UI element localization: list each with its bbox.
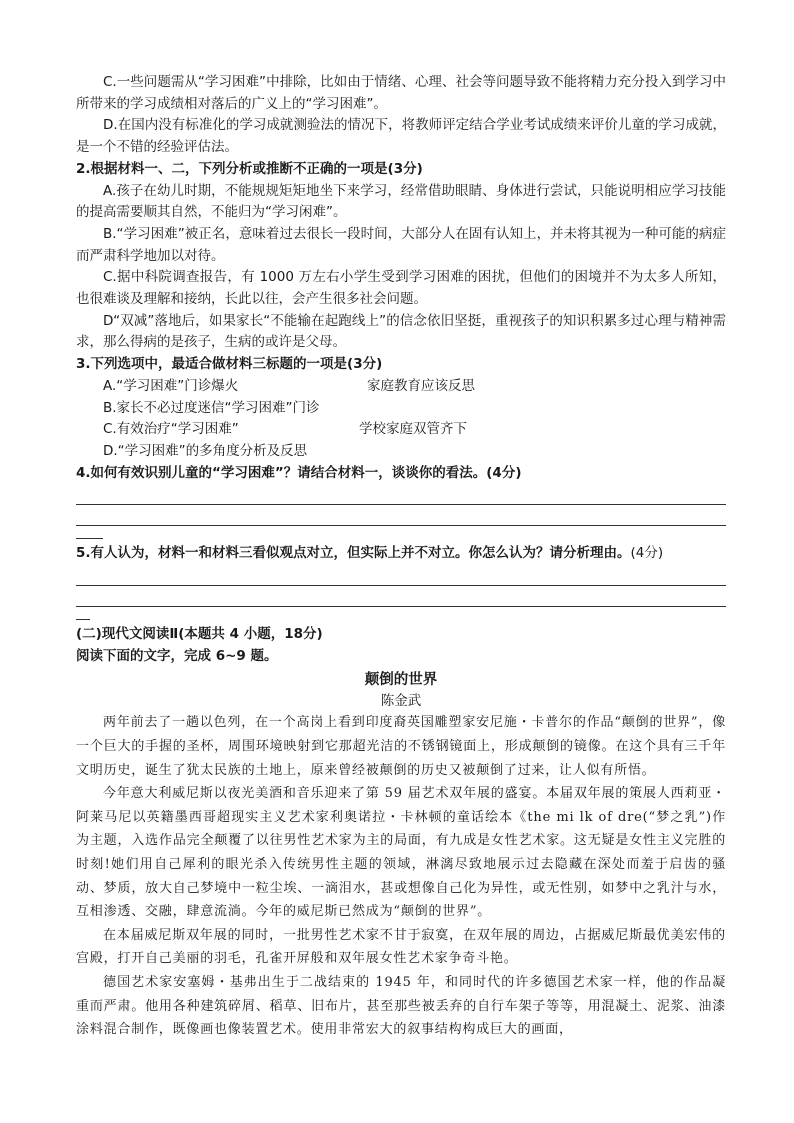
- q5-answer-line-3[interactable]: [76, 607, 90, 620]
- q5-answer-line-1[interactable]: [76, 565, 726, 586]
- q3-option-c-part2: 学校家庭双管齐下: [359, 421, 467, 438]
- q3-option-a: [76, 376, 726, 398]
- q3-option-a-part2: 家庭教育应该反思: [367, 377, 475, 394]
- article-paragraph-1: 两年前去了一趟以色列，在一个高岗上看到印度裔英国雕塑家安尼施・卡普尔的作品“颠倒的世界”，像一个巨大的手握的圣杯，周围环境映射到它那超光洁的不锈钢镜面上，形成颠倒的镜像。在这个具有三千年文明历史，诞生了犹太民族的土地上，原来曾经被颠倒的历史又被颠倒了过来，让人似有所悟。: [76, 715, 726, 778]
- article-paragraph-3: 在本届威尼斯双年展的同时，一批男性艺术家不甘于寂寞，在双年展的周边，占据威尼斯最优美宏伟的宫殿，打开自己美丽的羽毛，孔雀开屏般和双年展女性艺术家争奇斗艳。: [76, 927, 726, 967]
- q2-option-b: B.“学习困难”被正名，意味着过去很长一段时间，大部分人在固有认知上，并未将其视为一种可能的病症而严肃科学地加以对待。: [76, 225, 726, 264]
- q5-stem-bold: 5.有人认为，材料一和材料三看似观点对立，但实际上并不对立。你怎么认为？请分析理由。: [76, 545, 631, 562]
- q2-option-c: C.据中科院调查报告，有 1000 万左右小学生受到学习困难的困扰，但他们的困境并不为太多人所知，也很难谈及理解和接纳，长此以往，会产生很多社会问题。: [76, 269, 726, 308]
- q1-option-c: C.一些问题需从“学习困难”中排除，比如由于情绪、心理、社会等问题导致不能将精力充分投入到学习中所带来的学习成绩相对落后的广义上的“学习困难”。: [76, 74, 726, 112]
- q4-answer-line-1[interactable]: [76, 484, 726, 505]
- q4-answer-line-2[interactable]: [76, 505, 726, 526]
- section-heading: (二)现代文阅读Ⅱ(本题共 4 小题，18分): [76, 626, 323, 643]
- q2-option-a: A.孩子在幼儿时期，不能规规矩矩地坐下来学习，经常借助眼睛、身体进行尝试，只能说明相应学习技能的提高需要顺其自然，不能归为“学习闲难”。: [76, 182, 726, 221]
- article-paragraph-4: 德国艺术家安塞姆・基弗出生于二战结束的 1945 年，和同时代的许多德国艺术家一样，他的作品凝重而严肃。他用各种建筑碎屑、稻草、旧布片，甚至那些被丢弃的自行车架子等等，用混凝土、泥浆、油漆涂料混合制作，既像画也像装置艺术。使用非常宏大的叙事结构构成巨大的画面，: [76, 975, 726, 1038]
- q3-option-a-part1: A.“学习困难”门诊爆火: [103, 377, 239, 394]
- q1-option-d: D.在国内没有标准化的学习成就测验法的情况下，将教师评定结合学业考试成绩来评价儿童的学习成就，是一个不错的经验评估法。: [76, 117, 726, 156]
- q3-option-c-part1: C.有效治疗“学习困难”: [103, 421, 239, 438]
- exam-page: [76, 72, 726, 1042]
- q5-stem-points: (4分): [630, 545, 664, 562]
- section-instruction: 阅读下面的文字，完成 6~9 题。: [76, 647, 278, 664]
- article-title: 颠倒的世界: [364, 672, 438, 689]
- q3-option-d: D.“学习困难”的多角度分析及反思: [103, 442, 308, 459]
- article-paragraph-2: 今年意大利威尼斯以夜光美酒和音乐迎来了第 59 届艺术双年展的盛宴。本届双年展的策展人西莉亚・阿莱马尼以英籍墨西哥超现实主义艺术家利奥诺拉・卡林顿的童话绘本《the mi lk of dre(“梦之乳”)作为主题，入选作品完全颠覆了以往男性艺术家为主的局面，有九成是女性艺术家。这无疑是女性主义完胜的时刻!她们用自己犀利的眼光杀入传统男性主题的领域，淋漓尽致地展示过去隐藏在深处而羞于启齿的骚动、梦质，放大自己梦境中一粒尘埃、一滴泪水，甚或想像自己化为异性，或无性别，如梦中之乳汁与水，互相渗透、交融，肆意流淌。今年的威尼斯已然成为“颠倒的世界”。: [76, 786, 726, 920]
- q5-answer-line-2[interactable]: [76, 586, 726, 607]
- q2-stem: 2.根据材料一、二，下列分析或推断不正确的一项是(3分): [76, 160, 423, 177]
- q3-option-c: [76, 419, 726, 441]
- article-author: 陈金武: [380, 693, 422, 710]
- q2-option-d: D“双减”落地后，如果家长“不能输在起跑线上”的信念依旧坚挺，重视孩子的知识积累多过心理与精神需求，那么得病的是孩子，生病的或许是父母。: [76, 312, 726, 351]
- q3-option-b: B.家长不必过度迷信“学习困难”门诊: [103, 399, 320, 416]
- q3-stem: 3.下列选项中，最适合做材料三标题的一项是(3分): [76, 356, 383, 373]
- q4-stem: 4.如何有效识别儿童的“学习困难”？请结合材料一，谈谈你的看法。(4分): [76, 464, 522, 481]
- article: [76, 669, 726, 1041]
- q5-stem: [76, 543, 726, 565]
- q4-answer-line-3[interactable]: [76, 526, 103, 539]
